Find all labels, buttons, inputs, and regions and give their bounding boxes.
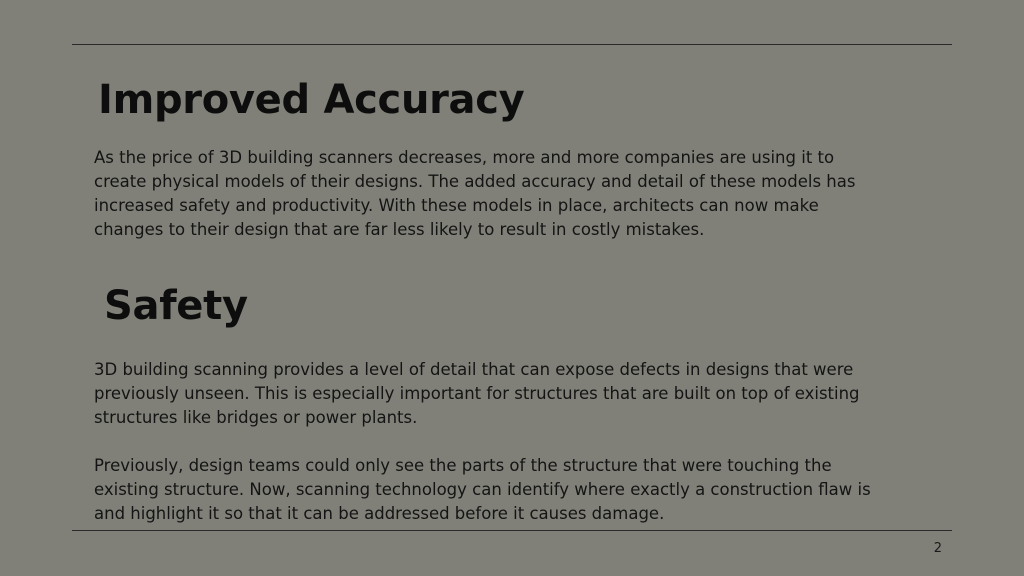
bottom-divider	[72, 530, 952, 531]
paragraph-line: previously unseen. This is especially important for structures that are built on top of existing	[94, 384, 860, 403]
paragraph-line: changes to their design that are far less likely to result in costly mistakes.	[94, 220, 705, 239]
paragraph-line: 3D building scanning provides a level of detail that can expose defects in designs that were	[94, 360, 854, 379]
paragraph-line: structures like bridges or power plants.	[94, 408, 418, 427]
paragraph-line: and highlight it so that it can be addressed before it causes damage.	[94, 504, 665, 523]
paragraph-line: create physical models of their designs. The added accuracy and detail of these models has	[94, 172, 856, 191]
paragraph-line: increased safety and productivity. With these models in place, architects can now make	[94, 196, 819, 215]
section-heading-safety: Safety	[104, 283, 248, 329]
top-divider	[72, 44, 952, 45]
section-heading-improved-accuracy: Improved Accuracy	[98, 77, 525, 123]
page-number: 2	[933, 541, 942, 556]
paragraph-line: existing structure. Now, scanning technology can identify where exactly a construction flaw is	[94, 480, 871, 499]
paragraph-safety-1	[94, 358, 974, 430]
paragraph-improved-accuracy	[94, 146, 974, 242]
paragraph-line: As the price of 3D building scanners decreases, more and more companies are using it to	[94, 148, 835, 167]
paragraph-line: Previously, design teams could only see the parts of the structure that were touching the	[94, 456, 832, 475]
paragraph-safety-2	[94, 454, 974, 526]
